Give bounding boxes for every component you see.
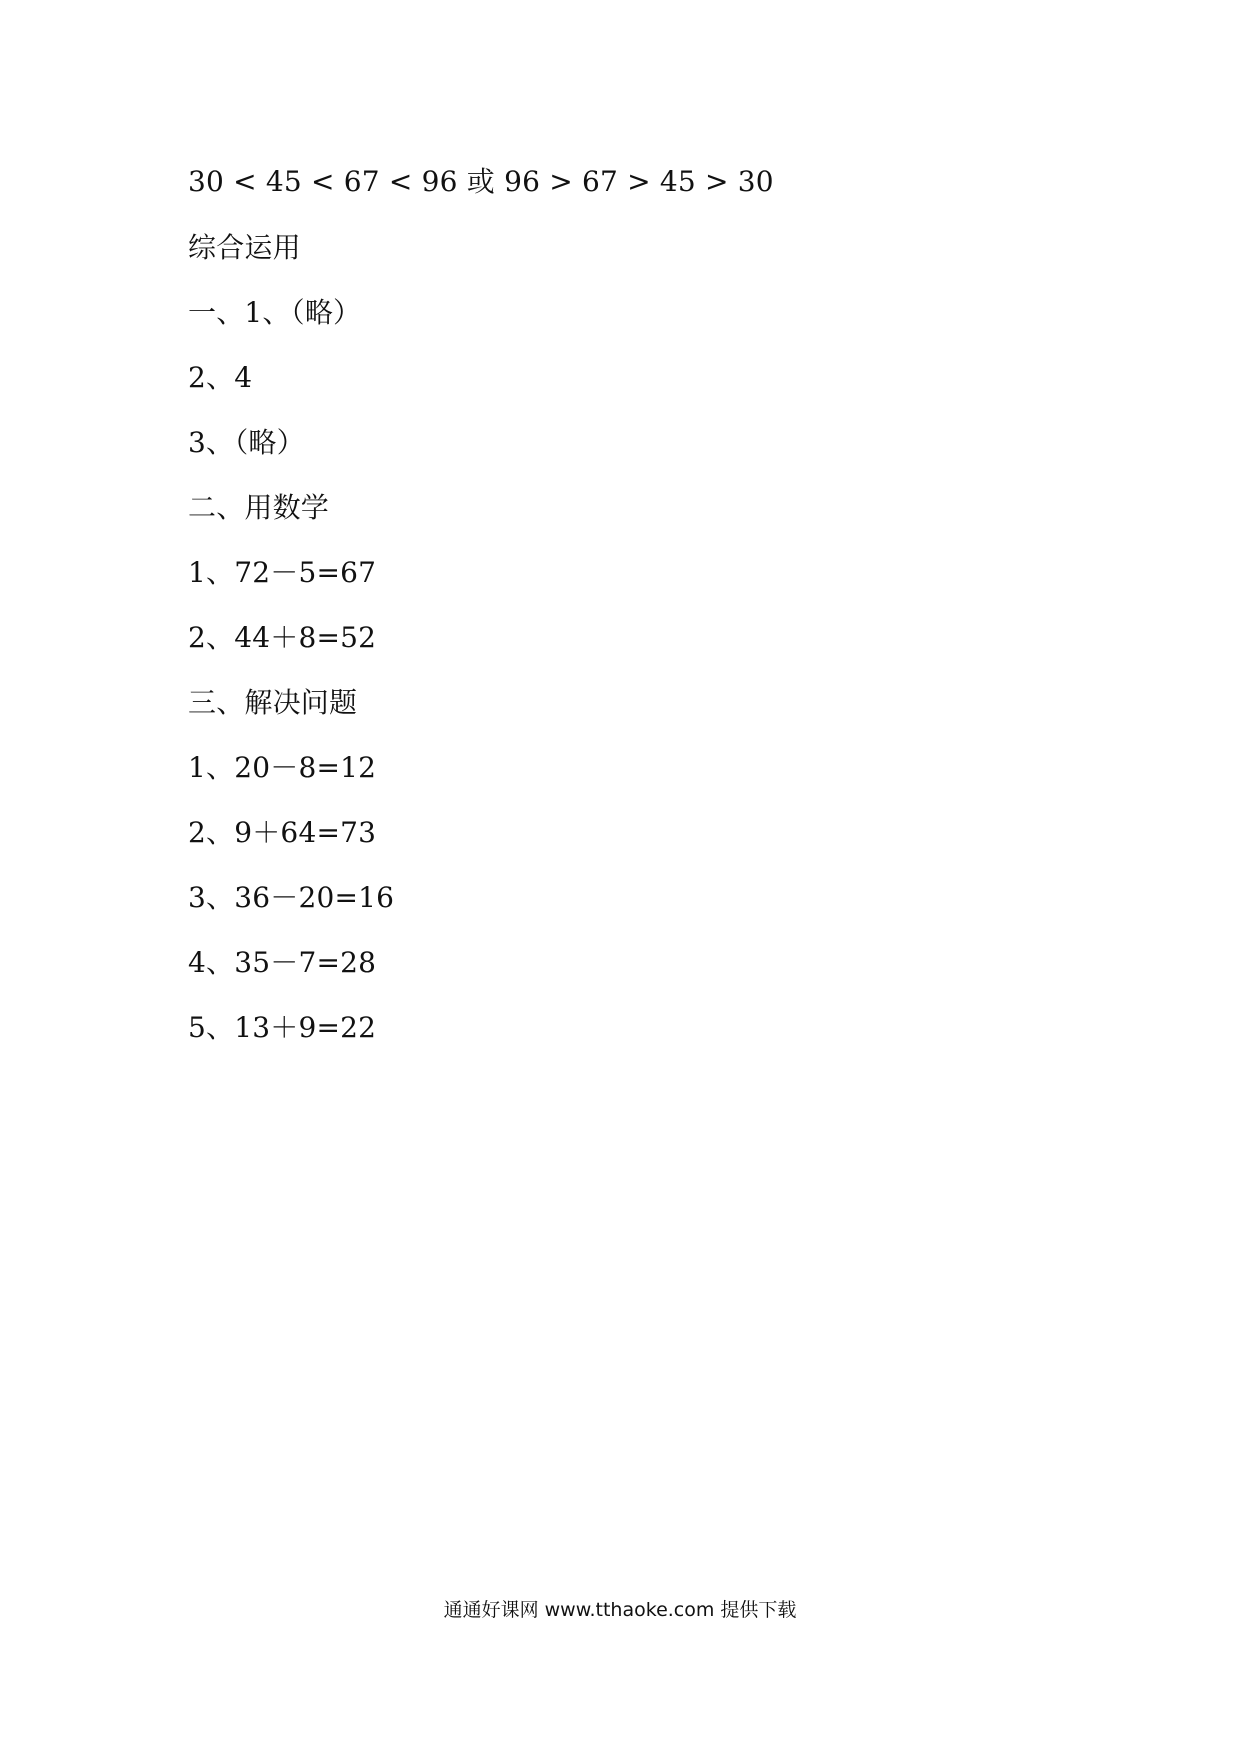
answer-line-3-4: 4、35－7=28	[188, 946, 377, 979]
answer-line-1-2: 2、4	[188, 361, 253, 394]
section-heading-comprehensive: 综合运用	[188, 231, 301, 264]
section-heading-use-math: 二、用数学	[188, 491, 330, 524]
answer-line-1-1: 一、1、（略）	[188, 296, 362, 329]
answer-line-2-1: 1、72－5=67	[188, 556, 377, 589]
section-heading-solve-problems: 三、解决问题	[188, 686, 358, 719]
answer-line-2-2: 2、44＋8=52	[188, 621, 377, 654]
answer-line-3-1: 1、20－8=12	[188, 751, 377, 784]
answer-line-3-5: 5、13＋9=22	[188, 1011, 377, 1044]
answer-line-3-2: 2、9＋64=73	[188, 816, 377, 849]
page-footer: 通通好课网 www.tthaoke.com 提供下载	[443, 1599, 797, 1621]
comparison-line: 30 < 45 < 67 < 96 或 96 > 67 > 45 > 30	[188, 165, 774, 198]
answer-line-1-3: 3、（略）	[188, 426, 305, 459]
answer-line-3-3: 3、36－20=16	[188, 881, 395, 914]
